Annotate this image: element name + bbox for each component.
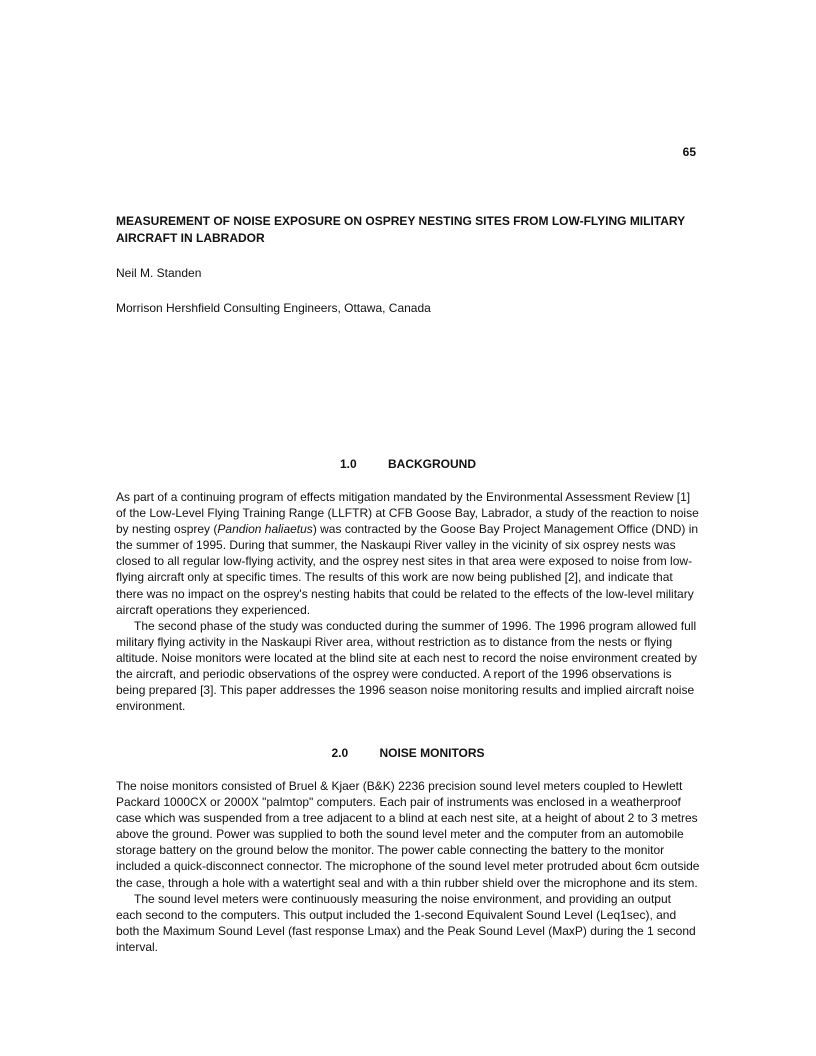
paragraph-text: As part of a continuing program of effects mitigation mandated by the Environmental Assessment Review [1] of the Low-Level Flying Training Range (LLFTR) at CFB Goose Bay, Labrador, a study of the reaction to noise by nesting osprey ( (116, 490, 699, 537)
section-number: 2.0 (331, 746, 349, 760)
paragraph: The second phase of the study was conducted during the summer of 1996. The 1996 program allowed full military flying activity in the Naskaupi River area, without restriction as to distance from the nests or flying altitude. Noise monitors were located at the blind site at each nest to record the noise environment created by the aircraft, and periodic observations of the osprey were conducted. A report of the 1996 observations is being prepared [3]. This paper addresses the 1996 season noise monitoring results and implied aircraft noise environment. (116, 618, 697, 714)
paragraph (116, 489, 700, 618)
page-number: 65 (682, 145, 696, 159)
author-name: Neil M. Standen (116, 266, 202, 280)
section-title: NOISE MONITORS (379, 746, 485, 760)
species-name: Pandion haliaetus (217, 522, 313, 537)
section-heading-background (0, 457, 816, 471)
section-body-background (116, 489, 700, 714)
section-body-noise-monitors (116, 778, 700, 955)
section-title: BACKGROUND (388, 457, 476, 471)
paragraph: The sound level meters were continuously measuring the noise environment, and providing an output each second to the computers. This output included the 1-second Equivalent Sound Level (Leq1sec), and both the Maximum Sound Level (fast response Lmax) and the Peak Sound Level (MaxP) during the 1 second interval. (116, 891, 696, 954)
paragraph: The noise monitors consisted of Bruel & Kjaer (B&K) 2236 precision sound level meters coupled to Hewlett Packard 1000CX or 2000X "palmtop" computers. Each pair of instruments was enclosed in a weatherproof case which was suspended from a tree adjacent to a blind at each nest site, at a height of about 2 to 3 metres above the ground. Power was supplied to both the sound level meter and the computer from an automobile storage battery on the ground below the monitor. The power cable connecting the battery to the monitor included a quick-disconnect connector. The microphone of the sound level meter protruded about 6cm outside the case, through a hole with a watertight seal and with a thin rubber shield over the microphone and its stem. (116, 779, 700, 890)
paper-title: MEASUREMENT OF NOISE EXPOSURE ON OSPREY NESTING SITES FROM LOW-FLYING MILITARY AIRCRAFT IN LABRADOR (116, 214, 685, 245)
section-number: 1.0 (340, 457, 357, 471)
author-affiliation: Morrison Hershfield Consulting Engineers, Ottawa, Canada (116, 301, 431, 315)
paragraph-text: ) was contracted by the Goose Bay Project Management Office (DND) in the summer of 1995. During that summer, the Naskaupi River valley in the vicinity of six osprey nests was closed to all regular low-flying activity, and the osprey nest sites in that area were exposed to noise from low-flying aircraft only at specific times. The results of this work are now being published [2], and indicate that there was no impact on the osprey's nesting habits that could be related to the effects of the low-level military aircraft operations they experienced. (116, 522, 699, 617)
section-heading-noise-monitors (0, 746, 816, 760)
